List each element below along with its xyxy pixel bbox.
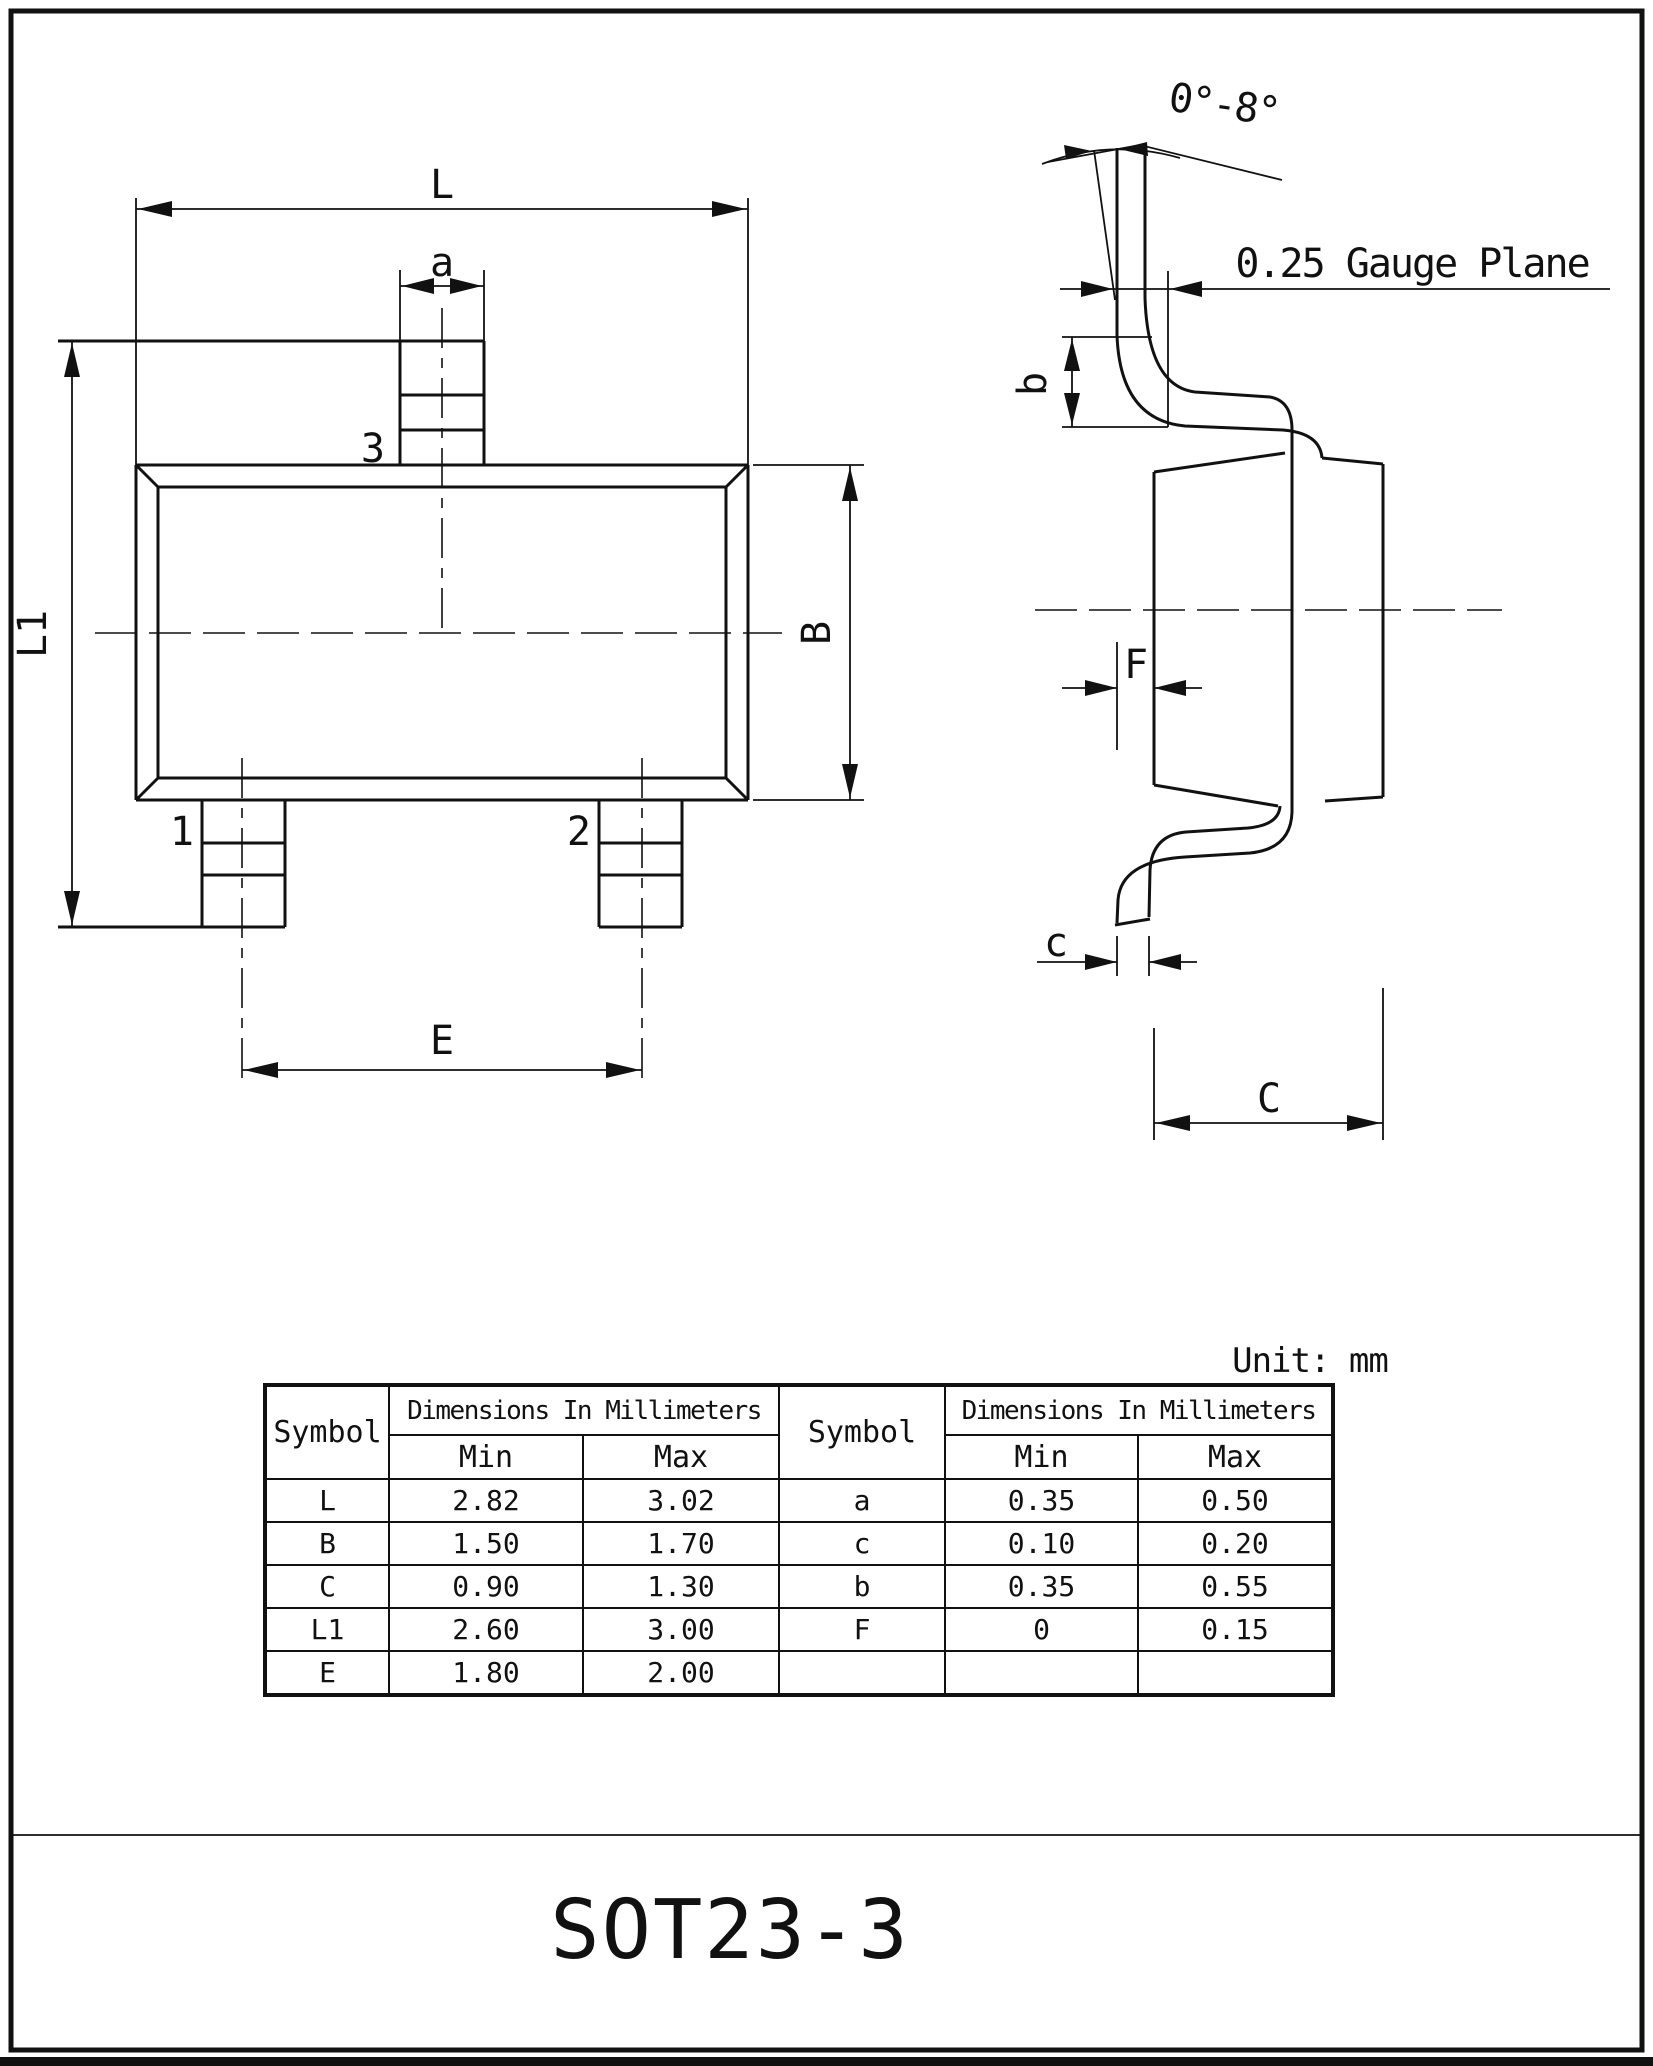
table-row <box>265 1565 1333 1608</box>
symbol-cell: L1 <box>265 1608 389 1651</box>
max-cell: 0.55 <box>1138 1565 1333 1608</box>
max-cell: 0.50 <box>1138 1479 1333 1522</box>
max-cell <box>1138 1651 1333 1695</box>
gauge-plane <box>1060 241 1610 427</box>
dim-L-label: L <box>429 162 455 208</box>
dim-E-label: E <box>429 1018 455 1064</box>
symbol-cell: F <box>779 1608 945 1651</box>
symbol-cell: C <box>265 1565 389 1608</box>
dim-E <box>242 1018 642 1078</box>
max-cell: 1.30 <box>583 1565 779 1608</box>
dim-b-label: b <box>1010 371 1056 397</box>
dim-B-label: B <box>794 620 840 646</box>
max-cell: 2.00 <box>583 1651 779 1695</box>
side-view <box>1010 75 1610 1140</box>
gauge-plane-label: 0.25 Gauge Plane <box>1235 241 1589 287</box>
dim-C <box>1154 988 1383 1140</box>
package-body-side <box>1154 430 1383 812</box>
min-cell <box>945 1651 1138 1695</box>
table-row <box>265 1608 1333 1651</box>
pin2-front <box>599 800 682 927</box>
dims-header-left: Dimensions In Millimeters <box>389 1385 779 1435</box>
max-cell: 0.15 <box>1138 1608 1333 1651</box>
pin1-front <box>202 800 285 927</box>
dim-C-label: C <box>1256 1076 1282 1122</box>
dim-a-label: a <box>429 240 455 286</box>
min-cell: 0.35 <box>945 1479 1138 1522</box>
min-cell: 0 <box>945 1608 1138 1651</box>
max-cell: 1.70 <box>583 1522 779 1565</box>
pin1-number: 1 <box>169 809 194 855</box>
max-cell: 3.00 <box>583 1608 779 1651</box>
bottom-lead-side <box>1115 806 1292 925</box>
dimension-table <box>263 1383 1335 1697</box>
dim-F-label: F <box>1123 642 1149 688</box>
dim-c <box>1037 920 1197 976</box>
unit-label: Unit: mm <box>1232 1341 1388 1381</box>
dim-c-label: c <box>1043 920 1069 966</box>
front-view <box>10 162 864 1084</box>
dim-L1-label: L1 <box>10 609 56 659</box>
lead-angle-label: 0°-8° <box>1165 74 1282 136</box>
min-cell: 1.50 <box>389 1522 583 1565</box>
symbol-header-right: Symbol <box>779 1385 945 1479</box>
symbol-cell: c <box>779 1522 945 1565</box>
min-cell: 1.80 <box>389 1651 583 1695</box>
max-cell: 3.02 <box>583 1479 779 1522</box>
top-lead-side <box>1048 145 1322 458</box>
table-row <box>265 1479 1333 1522</box>
symbol-cell <box>779 1651 945 1695</box>
pin3-number: 3 <box>360 426 385 472</box>
symbol-cell: a <box>779 1479 945 1522</box>
min-header-left: Min <box>389 1435 583 1479</box>
symbol-cell: b <box>779 1565 945 1608</box>
dim-b <box>1010 337 1168 427</box>
table-row <box>265 1522 1333 1565</box>
page-title: SOT23-3 <box>550 1883 910 1978</box>
max-cell: 0.20 <box>1138 1522 1333 1565</box>
min-header-right: Min <box>945 1435 1138 1479</box>
min-cell: 2.60 <box>389 1608 583 1651</box>
dim-F <box>1062 642 1202 750</box>
dims-header-right: Dimensions In Millimeters <box>945 1385 1333 1435</box>
symbol-cell: L <box>265 1479 389 1522</box>
max-header-left: Max <box>583 1435 779 1479</box>
front-centerlines <box>95 308 782 1084</box>
table-row <box>265 1651 1333 1695</box>
max-header-right: Max <box>1138 1435 1333 1479</box>
min-cell: 2.82 <box>389 1479 583 1522</box>
symbol-header-left: Symbol <box>265 1385 389 1479</box>
page-border <box>0 11 1653 2066</box>
symbol-cell: B <box>265 1522 389 1565</box>
symbol-cell: E <box>265 1651 389 1695</box>
pin2-number: 2 <box>566 809 591 855</box>
min-cell: 0.90 <box>389 1565 583 1608</box>
min-cell: 0.10 <box>945 1522 1138 1565</box>
min-cell: 0.35 <box>945 1565 1138 1608</box>
